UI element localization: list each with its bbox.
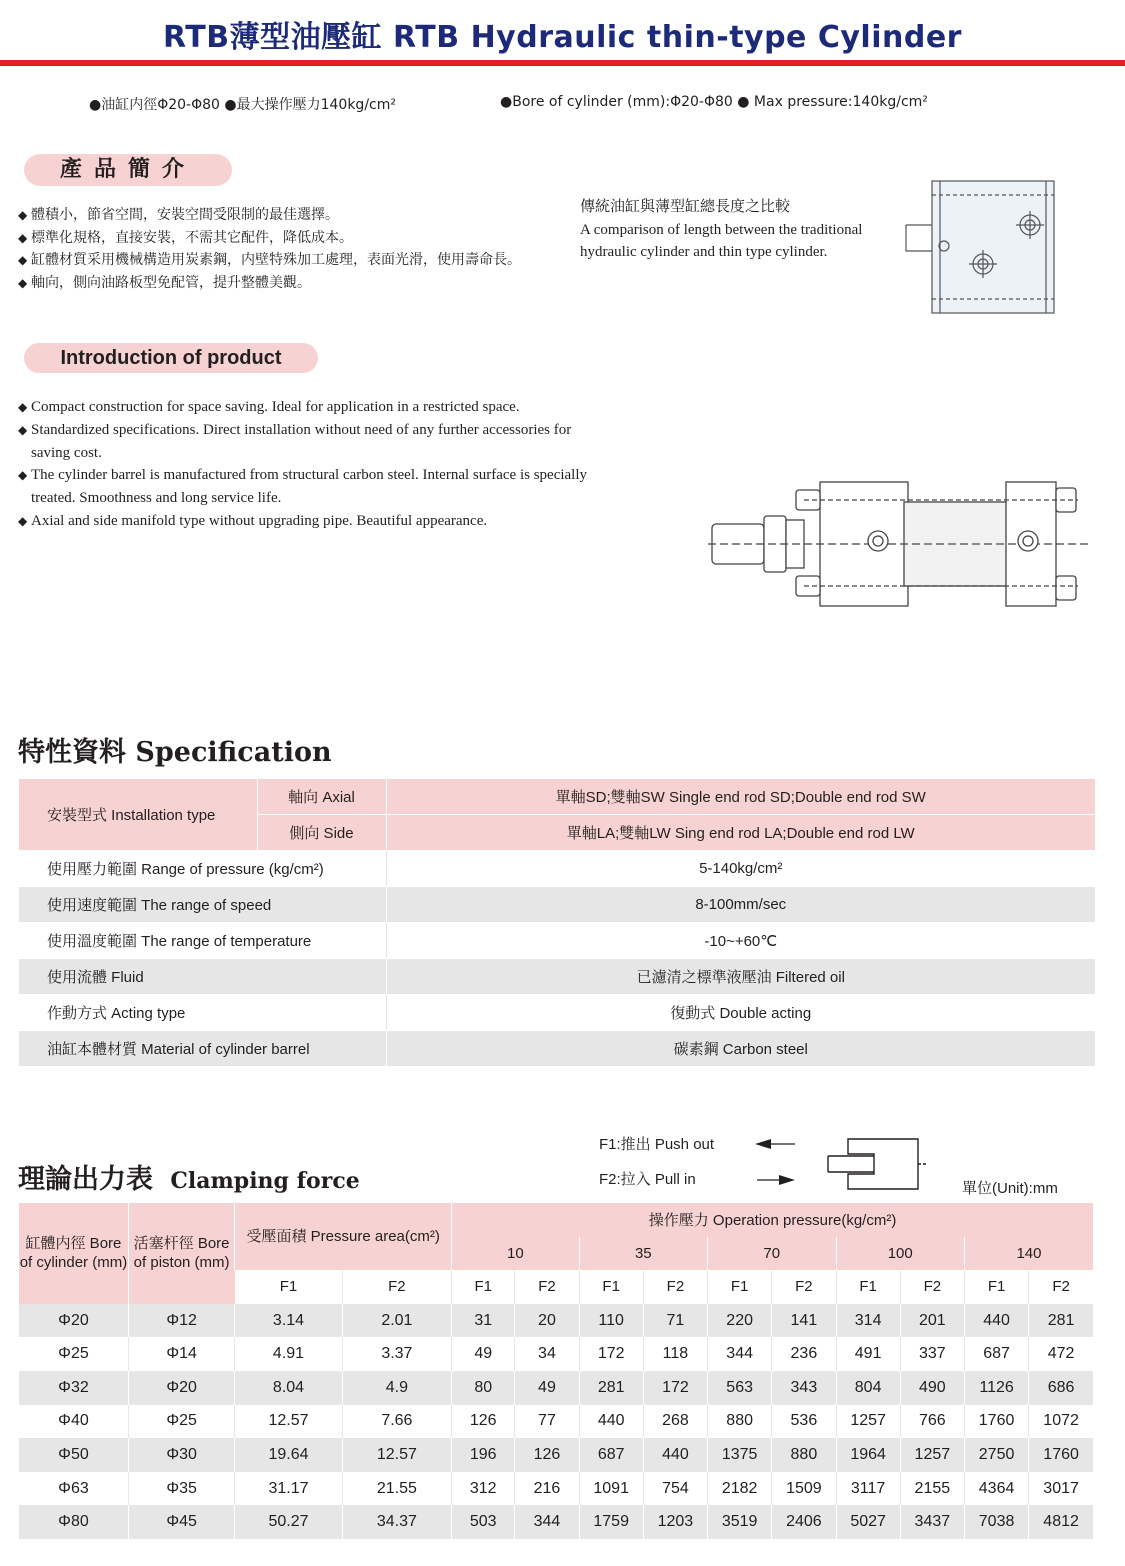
table-cell: 687 bbox=[579, 1438, 643, 1472]
table-cell: 50.27 bbox=[235, 1505, 342, 1539]
table-header-row bbox=[19, 1203, 1093, 1237]
table-cell: 1257 bbox=[836, 1405, 900, 1439]
table-cell: 20 bbox=[515, 1304, 579, 1338]
table-cell: 220 bbox=[708, 1304, 772, 1338]
table-cell: 141 bbox=[772, 1304, 836, 1338]
table-cell: 8.04 bbox=[235, 1371, 342, 1405]
table-cell: 80 bbox=[452, 1371, 515, 1405]
table-cell: 71 bbox=[643, 1304, 707, 1338]
table-cell: 440 bbox=[579, 1405, 643, 1439]
table-row bbox=[19, 1371, 1093, 1405]
table-cell: 268 bbox=[643, 1405, 707, 1439]
table-cell: Φ25 bbox=[128, 1405, 234, 1439]
table-cell: 766 bbox=[900, 1405, 964, 1439]
table-cell: Φ20 bbox=[128, 1371, 234, 1405]
thin-cylinder-drawing bbox=[900, 175, 1060, 320]
table-cell: Φ35 bbox=[128, 1472, 234, 1506]
table-cell: 77 bbox=[515, 1405, 579, 1439]
table-cell: 312 bbox=[452, 1472, 515, 1506]
table-cell: 337 bbox=[900, 1337, 964, 1371]
table-cell: 31 bbox=[452, 1304, 515, 1338]
diamond-bullet-icon: ◆ bbox=[18, 513, 28, 528]
list-item: ◆ Standardized specifications. Direct installation without need of any further accessories for saving cost. bbox=[18, 419, 598, 465]
table-cell: Φ80 bbox=[58, 1513, 89, 1531]
table-cell: 216 bbox=[515, 1472, 579, 1506]
table-cell: 3017 bbox=[1029, 1472, 1093, 1506]
table-cell: Φ32 bbox=[58, 1378, 89, 1396]
table-cell: 3117 bbox=[836, 1472, 900, 1506]
diamond-bullet-icon: ◆ bbox=[18, 230, 28, 245]
table-cell: Φ45 bbox=[128, 1505, 234, 1539]
table-cell: Φ50 bbox=[58, 1445, 89, 1463]
table-cell: 281 bbox=[1029, 1304, 1093, 1338]
pressure-35-header: 35 bbox=[579, 1237, 707, 1271]
table-cell: 1760 bbox=[1029, 1438, 1093, 1472]
table-cell: 3.37 bbox=[342, 1337, 451, 1371]
page-title: RTB薄型油壓缸 RTB Hydraulic thin-type Cylinder bbox=[163, 20, 962, 55]
table-cell: 491 bbox=[836, 1337, 900, 1371]
clamping-force-table bbox=[19, 1203, 1093, 1539]
table-cell: 503 bbox=[452, 1505, 515, 1539]
diamond-bullet-icon: ◆ bbox=[18, 208, 28, 222]
axial-label: 軸向 Axial bbox=[257, 779, 386, 815]
table-cell: 880 bbox=[708, 1405, 772, 1439]
diamond-bullet-icon: ◆ bbox=[18, 253, 28, 267]
table-cell: 19.64 bbox=[235, 1438, 342, 1472]
piston-column-header: 活塞杆徑 Bore of piston (mm) bbox=[128, 1203, 234, 1304]
side-value: 單軸LA;雙軸LW Sing end rod LA;Double end rod LW bbox=[386, 815, 1095, 851]
table-cell: 34 bbox=[515, 1337, 579, 1371]
table-cell: Φ63 bbox=[58, 1479, 89, 1497]
table-cell: 1203 bbox=[643, 1505, 707, 1539]
table-row: 使用溫度範圍 The range of temperature -10~+60℃ bbox=[19, 923, 1095, 959]
table-cell: Φ20 bbox=[58, 1311, 89, 1329]
f2-legend: F2:拉入 Pull in bbox=[599, 1171, 696, 1188]
comparison-caption-zh: 傳統油缸與薄型缸總長度之比較 bbox=[580, 199, 791, 215]
table-cell: 1375 bbox=[708, 1438, 772, 1472]
intro-zh-heading: 產品簡介 bbox=[24, 154, 232, 186]
table-cell: 1760 bbox=[964, 1405, 1028, 1439]
table-cell: 1072 bbox=[1029, 1405, 1093, 1439]
diamond-bullet-icon: ◆ bbox=[18, 400, 28, 414]
table-cell: 1126 bbox=[964, 1371, 1028, 1405]
specification-table bbox=[19, 779, 1095, 1067]
axial-value: 單軸SD;雙軸SW Single end rod SD;Double end rod SW bbox=[386, 779, 1095, 815]
table-cell: Φ12 bbox=[128, 1304, 234, 1338]
table-cell: 34.37 bbox=[342, 1505, 451, 1539]
table-row bbox=[19, 1337, 1093, 1371]
table-cell: 236 bbox=[772, 1337, 836, 1371]
list-item: ◆ 標準化規格，直接安裝，不需其它配件，降低成本。 bbox=[18, 227, 548, 250]
table-cell: 118 bbox=[643, 1337, 707, 1371]
table-cell: 3437 bbox=[900, 1505, 964, 1539]
table-cell: Φ30 bbox=[128, 1438, 234, 1472]
table-cell: 804 bbox=[836, 1371, 900, 1405]
table-cell: 110 bbox=[579, 1304, 643, 1338]
table-cell: 281 bbox=[579, 1371, 643, 1405]
table-cell: 440 bbox=[964, 1304, 1028, 1338]
table-cell: 2406 bbox=[772, 1505, 836, 1539]
table-row bbox=[19, 1438, 1093, 1472]
table-cell: 49 bbox=[515, 1371, 579, 1405]
pressure-70-header: 70 bbox=[708, 1237, 836, 1271]
table-cell: Φ14 bbox=[128, 1337, 234, 1371]
table-cell: 314 bbox=[836, 1304, 900, 1338]
table-cell: 754 bbox=[643, 1472, 707, 1506]
table-cell: 196 bbox=[452, 1438, 515, 1472]
cylinder-direction-icon bbox=[826, 1136, 928, 1194]
table-cell: 7038 bbox=[964, 1505, 1028, 1539]
table-cell: 1257 bbox=[900, 1438, 964, 1472]
pressure-column-header: 操作壓力 Operation pressure(kg/cm²) bbox=[452, 1203, 1093, 1237]
table-cell: 12.57 bbox=[342, 1438, 451, 1472]
table-cell: 4.91 bbox=[235, 1337, 342, 1371]
table-cell: 3.14 bbox=[235, 1304, 342, 1338]
diamond-bullet-icon: ◆ bbox=[18, 275, 28, 290]
table-cell: 172 bbox=[643, 1371, 707, 1405]
spec-summary-zh: ●油缸内徑Φ20-Φ80 ●最大操作壓力140kg/cm² bbox=[89, 97, 396, 113]
table-cell: 49 bbox=[452, 1337, 515, 1371]
title-underline bbox=[0, 60, 1125, 66]
table-row bbox=[19, 1472, 1093, 1506]
area-column-header: 受壓面積 Pressure area(cm²) bbox=[235, 1203, 452, 1270]
list-item: ◆ 軸向，側向油路板型免配管，提升整體美觀。 bbox=[18, 272, 548, 295]
table-cell: 4.9 bbox=[342, 1371, 451, 1405]
table-cell: 490 bbox=[900, 1371, 964, 1405]
table-header-row: F1 F2 F1 F2 F1 F2 F1 F2 F1 F2 F1 F2 bbox=[19, 1270, 1093, 1304]
table-cell: 2750 bbox=[964, 1438, 1028, 1472]
table-cell: 880 bbox=[772, 1438, 836, 1472]
pressure-10-header: 10 bbox=[452, 1237, 579, 1271]
installation-type-label: 安裝型式 Installation type bbox=[19, 779, 257, 851]
table-cell: 4364 bbox=[964, 1472, 1028, 1506]
table-cell: 344 bbox=[515, 1505, 579, 1539]
pressure-100-header: 100 bbox=[836, 1237, 964, 1271]
diamond-bullet-icon: ◆ bbox=[18, 422, 28, 437]
unit-label: 單位(Unit):mm bbox=[962, 1180, 1058, 1197]
table-cell: 31.17 bbox=[235, 1472, 342, 1506]
pull-arrow-icon bbox=[755, 1173, 797, 1187]
table-cell: 440 bbox=[643, 1438, 707, 1472]
table-cell: Φ25 bbox=[58, 1345, 89, 1363]
table-cell: 5027 bbox=[836, 1505, 900, 1539]
list-item: ◆ Axial and side manifold type without upgrading pipe. Beautiful appearance. bbox=[18, 510, 598, 533]
table-row bbox=[19, 1405, 1093, 1439]
push-arrow-icon bbox=[755, 1137, 797, 1151]
bore-column-header: 缸體内徑 Bore of cylinder (mm) bbox=[19, 1235, 128, 1272]
table-cell: Φ40 bbox=[58, 1412, 89, 1430]
table-row: 使用流體 Fluid 已濾清之標準液壓油 Filtered oil bbox=[19, 959, 1095, 995]
table-row bbox=[19, 1505, 1093, 1539]
table-cell: 343 bbox=[772, 1371, 836, 1405]
table-cell: 126 bbox=[515, 1438, 579, 1472]
spec-summary-en: ●Bore of cylinder (mm):Φ20-Φ80 ● Max pressure:140kg/cm² bbox=[500, 94, 928, 110]
diamond-bullet-icon: ◆ bbox=[18, 468, 28, 483]
comparison-caption bbox=[580, 196, 900, 264]
table-cell: 21.55 bbox=[342, 1472, 451, 1506]
table-cell: 2182 bbox=[708, 1472, 772, 1506]
table-cell: 536 bbox=[772, 1405, 836, 1439]
pressure-140-header: 140 bbox=[964, 1237, 1093, 1271]
clamping-force-heading: 理論出力表 Clamping force bbox=[18, 1164, 360, 1195]
table-cell: 172 bbox=[579, 1337, 643, 1371]
table-cell: 344 bbox=[708, 1337, 772, 1371]
table-cell: 686 bbox=[1029, 1371, 1093, 1405]
table-row bbox=[19, 779, 1095, 815]
intro-en-list bbox=[18, 396, 598, 533]
comparison-caption-en: A comparison of length between the traditional hydraulic cylinder and thin type cylinder. bbox=[580, 221, 863, 260]
table-cell: 1091 bbox=[579, 1472, 643, 1506]
table-cell: 472 bbox=[1029, 1337, 1093, 1371]
list-item: ◆ Compact construction for space saving. Ideal for application in a restricted space. bbox=[18, 396, 598, 419]
table-cell: 1759 bbox=[579, 1505, 643, 1539]
table-row: 油缸本體材質 Material of cylinder barrel 碳素鋼 Carbon steel bbox=[19, 1031, 1095, 1067]
table-cell: 7.66 bbox=[342, 1405, 451, 1439]
list-item: ◆ 缸體材質采用機械構造用炭素鋼，内壁特殊加工處理，表面光滑，使用壽命長。 bbox=[18, 249, 548, 272]
table-cell: 2.01 bbox=[342, 1304, 451, 1338]
table-cell: 1509 bbox=[772, 1472, 836, 1506]
table-cell: 687 bbox=[964, 1337, 1028, 1371]
table-cell: 12.57 bbox=[235, 1405, 342, 1439]
list-item: ◆ The cylinder barrel is manufactured from structural carbon steel. Internal surface is specially treated. Smoothness and long service life. bbox=[18, 464, 598, 510]
specification-heading: 特性資料 Specification bbox=[18, 737, 332, 768]
table-cell: 201 bbox=[900, 1304, 964, 1338]
intro-zh-list bbox=[18, 204, 548, 294]
list-item: ◆ 體積小，節省空間，安裝空間受限制的最佳選擇。 bbox=[18, 204, 548, 227]
table-row: 作動方式 Acting type 復動式 Double acting bbox=[19, 995, 1095, 1031]
f1-legend: F1:推出 Push out bbox=[599, 1136, 715, 1153]
traditional-cylinder-drawing bbox=[708, 478, 1088, 608]
table-row bbox=[19, 1304, 1093, 1338]
table-cell: 563 bbox=[708, 1371, 772, 1405]
table-cell: 126 bbox=[452, 1405, 515, 1439]
table-cell: 4812 bbox=[1029, 1505, 1093, 1539]
side-label: 側向 Side bbox=[257, 815, 386, 851]
table-row: 使用速度範圍 The range of speed 8-100mm/sec bbox=[19, 887, 1095, 923]
table-cell: 1964 bbox=[836, 1438, 900, 1472]
intro-en-heading: Introduction of product bbox=[24, 343, 318, 373]
table-row: 使用壓力範圍 Range of pressure (kg/cm²) 5-140kg/cm² bbox=[19, 851, 1095, 887]
table-cell: 3519 bbox=[708, 1505, 772, 1539]
table-cell: 2155 bbox=[900, 1472, 964, 1506]
